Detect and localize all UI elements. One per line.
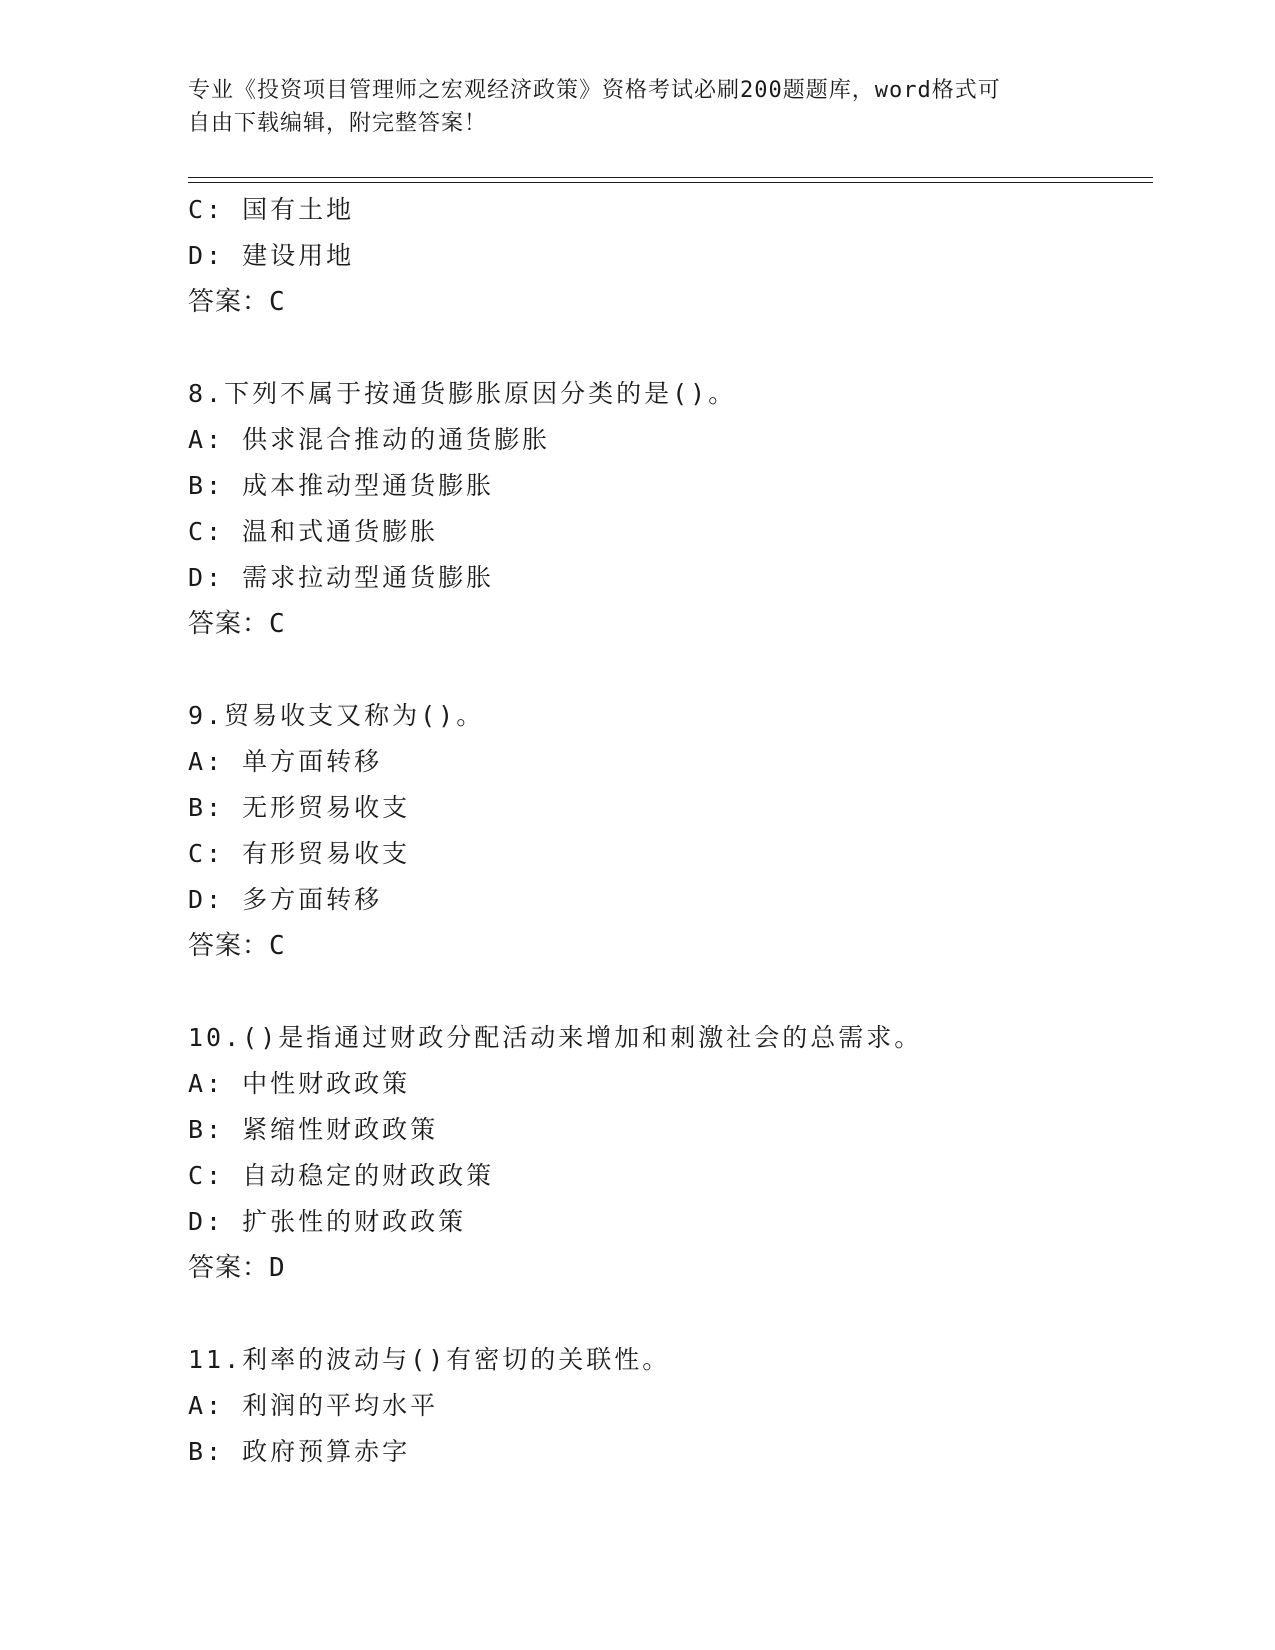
spacer xyxy=(188,648,1148,693)
option-a: A: 中性财政政策 xyxy=(188,1069,411,1098)
option-a: A: 供求混合推动的通货膨胀 xyxy=(188,425,551,454)
question-10 xyxy=(188,1015,1148,1292)
question-8 xyxy=(188,371,1148,648)
header-divider-top xyxy=(188,177,1153,178)
question-text: 9.贸易收支又称为()。 xyxy=(188,701,485,730)
question-text: 10.()是指通过财政分配活动来增加和刺激社会的总需求。 xyxy=(188,1023,923,1052)
option-a: A: 单方面转移 xyxy=(188,747,383,776)
question-list xyxy=(188,187,1148,1475)
option-d: D: 扩张性的财政政策 xyxy=(188,1207,467,1236)
header-divider-bottom xyxy=(188,182,1153,183)
option-b: B: 政府预算赤字 xyxy=(188,1437,411,1466)
option-c: C: 自动稳定的财政政策 xyxy=(188,1161,495,1190)
question-text: 8.下列不属于按通货膨胀原因分类的是()。 xyxy=(188,379,737,408)
option-c: C: 国有土地 xyxy=(188,195,355,224)
header-title-line-2: 自由下载编辑，附完整答案！ xyxy=(188,111,488,136)
answer: 答案：C xyxy=(188,287,286,317)
document-header xyxy=(188,74,1088,140)
question-9 xyxy=(188,693,1148,970)
option-b: B: 无形贸易收支 xyxy=(188,793,411,822)
option-c: C: 有形贸易收支 xyxy=(188,839,411,868)
header-title-line-1: 专业《投资项目管理师之宏观经济政策》资格考试必刷200题题库，word格式可 xyxy=(188,78,1001,103)
question-text: 11.利率的波动与()有密切的关联性。 xyxy=(188,1345,671,1374)
answer: 答案：C xyxy=(188,609,286,639)
question-7 xyxy=(188,187,1148,326)
spacer xyxy=(188,1292,1148,1337)
option-d: D: 需求拉动型通货膨胀 xyxy=(188,563,495,592)
question-11 xyxy=(188,1337,1148,1475)
option-d: D: 多方面转移 xyxy=(188,885,383,914)
option-d: D: 建设用地 xyxy=(188,241,355,270)
option-b: B: 成本推动型通货膨胀 xyxy=(188,471,495,500)
answer: 答案：D xyxy=(188,1253,286,1283)
spacer xyxy=(188,970,1148,1015)
answer: 答案：C xyxy=(188,931,286,961)
option-a: A: 利润的平均水平 xyxy=(188,1391,439,1420)
option-c: C: 温和式通货膨胀 xyxy=(188,517,439,546)
option-b: B: 紧缩性财政政策 xyxy=(188,1115,439,1144)
spacer xyxy=(188,326,1148,371)
